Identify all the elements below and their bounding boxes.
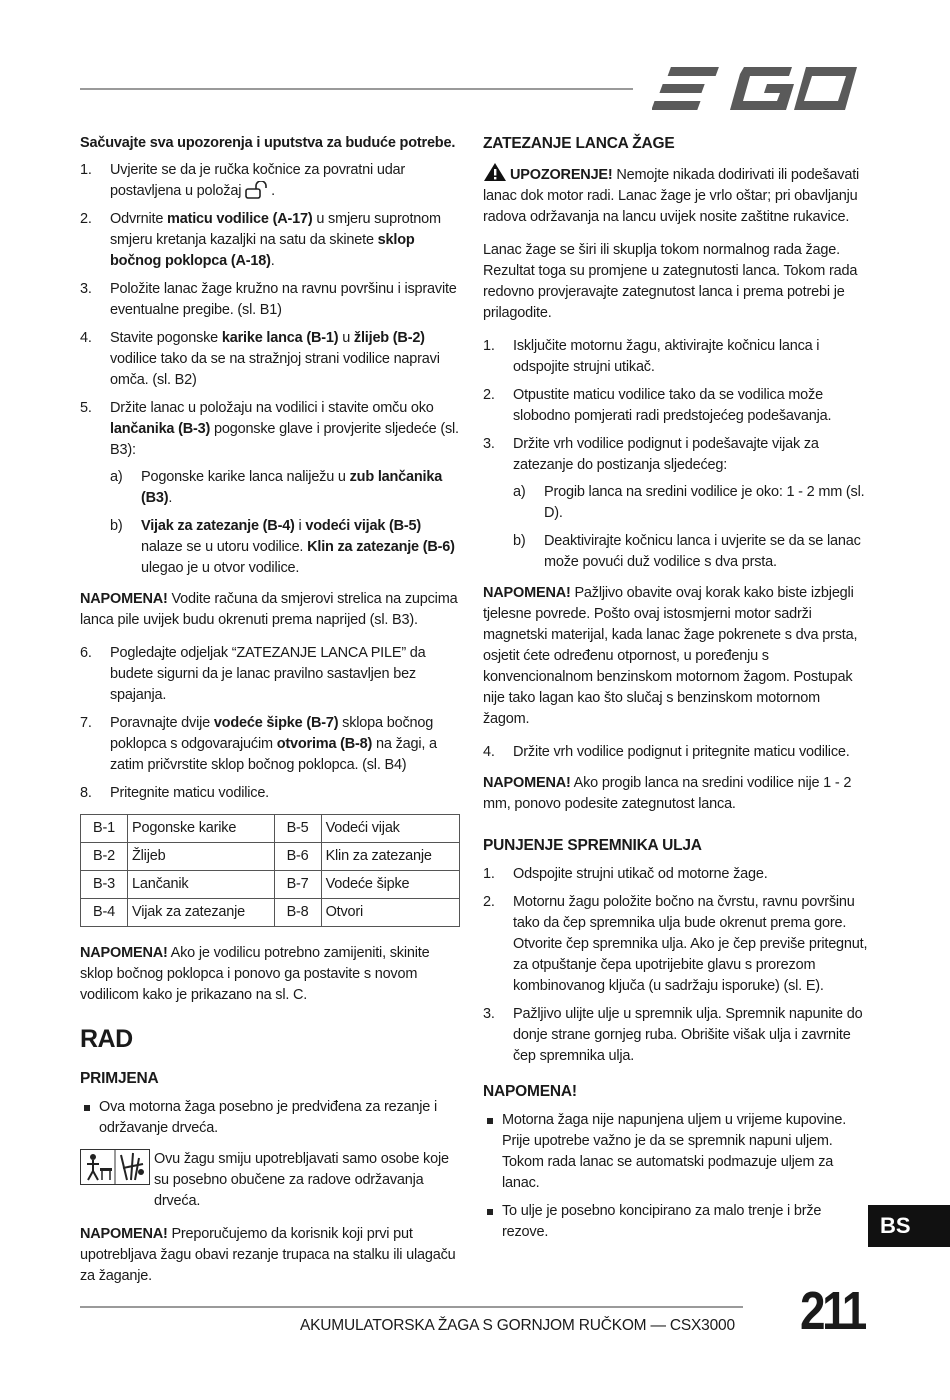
sub-list-item — [110, 467, 462, 509]
section-title-rad: RAD — [80, 1025, 133, 1053]
sub-item-letter: a) — [513, 484, 526, 500]
text: Držite lanac u položaju na vodilici i stavite omču oko — [110, 400, 434, 416]
note-careful: NAPOMENA! Pažljivo obavite ovaj korak kako biste izbjegli tjelesne povrede. Pošto ovaj istosmjerni motor sadrži magnetski materijal, kada lanac žage pokrenete s dva prsta, osjetit ćete određenu otpornost, u poređenju s konvencionalnom benzinskom motornom žagom. Postupak nije tako lagan kao što slučaj s benzinskom motornom žagom. — [483, 585, 858, 727]
note-arrows: NAPOMENA! Vodite računa da smjerovi strelica na zupcima lanca pile uvijek budu okrenuti prema naprijed (sl. B3). — [80, 591, 458, 628]
chain-expands-paragraph: Lanac žage se širi ili skuplja tokom normalnog rada žage. Rezultat toga su promjene u zategnutosti lanca. Tokom rada redovno provjeravajte zategnutost lanca i prema potrebi je prilagodite. — [483, 242, 858, 321]
part-code-cell: B-7 — [274, 871, 321, 899]
bullet-item: Motorna žaga nije napunjena uljem u vrijeme kupovine. Prije upotrebe važno je da se spremnik napuni uljem. Tokom rada lanac se automatski podmazuje uljem za lanac. — [483, 1110, 868, 1194]
list-item — [483, 742, 868, 763]
bold-text: vodeće šipke (B-7) — [213, 715, 339, 731]
text: Uvjerite se da je ručka kočnice za povratni udar postavljena u položaj — [110, 162, 406, 199]
item-number: 3. — [80, 281, 92, 297]
bullet-item: Ova motorna žaga posebno je predviđena za rezanje i održavanje drveća. — [80, 1097, 462, 1139]
footer-rule — [80, 1306, 743, 1308]
part-name-cell: Klin za zatezanje — [321, 843, 459, 871]
part-code-cell: B-6 — [274, 843, 321, 871]
item-number: 1. — [80, 162, 92, 178]
sub-item-text: Progib lanca na sredini vodilice je oko: 1 - 2 mm (sl. D). — [544, 484, 865, 521]
table-row — [81, 843, 460, 871]
item-text: Odspojite strujni utikač od motorne žage. — [513, 866, 768, 882]
bold-text: maticu vodilice (A-17) — [167, 211, 313, 227]
bold-text: vodeći vijak (B-5) — [305, 518, 422, 534]
left-column — [80, 133, 462, 1299]
text: Pogledajte odjeljak “ZATEZANJE LANCA PILE” da budete sigurni da je lanac pravilno sastavljen bez spajanja. — [110, 645, 426, 703]
trained-operator-icon — [80, 1149, 150, 1185]
item-text — [110, 713, 462, 776]
part-name-cell: Vodeći vijak — [321, 815, 459, 843]
item-text — [110, 398, 462, 461]
right-column — [483, 133, 868, 1253]
text: sklopa bočnog poklopca s odgovarajućim — [110, 715, 434, 752]
text: ulegao je u otvor vodilice. — [141, 560, 300, 576]
list-item — [80, 783, 462, 804]
list-item — [483, 336, 868, 378]
tension-step-4 — [483, 742, 868, 763]
text: . — [270, 253, 275, 269]
sub-list-item — [513, 531, 868, 573]
list-item — [80, 279, 462, 321]
list-item — [483, 434, 868, 573]
text: nalaze se u utoru vodilice. — [141, 539, 308, 555]
list-item — [80, 643, 462, 706]
item-text — [110, 783, 462, 804]
ego-logo — [652, 64, 862, 114]
text: Položite lanac žage kružno na ravnu površinu i ispravite eventualne pregibe. (sl. B1) — [110, 281, 457, 318]
item-text — [110, 643, 462, 706]
list-item — [483, 385, 868, 427]
list-item — [483, 892, 868, 997]
part-name-cell: Vijak za zatezanje — [128, 899, 275, 927]
sub-item-letter: b) — [110, 518, 123, 534]
item-text — [110, 328, 462, 391]
table-row — [81, 815, 460, 843]
list-item — [80, 209, 462, 272]
sub-item-text: Deaktivirajte kočnicu lanca i uvjerite se da se lanac može povući duž vodilice s dva prsta. — [544, 533, 861, 570]
header-rule — [80, 88, 633, 90]
item-number: 6. — [80, 645, 92, 661]
text: Poravnajte dvije — [110, 715, 214, 731]
part-name-cell: Vodeće šipke — [321, 871, 459, 899]
item-text: Pažljivo ulijte ulje u spremnik ulja. Spremnik napunite do donje strane gornjeg ruba. Obrišite višak ulja i zavrnite čep spremnika ulja. — [513, 1006, 863, 1064]
section-title-oil: PUNJENJE SPREMNIKA ULJA — [483, 837, 702, 854]
text: . — [271, 183, 275, 199]
item-text: Držite vrh vodilice podignut i pritegnite maticu vodilice. — [513, 744, 850, 760]
bullet-item: To ulje je posebno koncipirano za malo trenje i brže rezove. — [483, 1201, 868, 1243]
part-code-cell: B-2 — [81, 843, 128, 871]
bold-text: karike lanca (B-1) — [221, 330, 339, 346]
item-number: 1. — [483, 866, 495, 882]
item-number: 5. — [80, 400, 92, 416]
item-text: Isključite motornu žagu, aktivirajte kočnicu lanca i odspojite strujni utikač. — [513, 338, 820, 375]
item-text: Motornu žagu položite bočno na čvrstu, ravnu površinu tako da čep spremnika ulja bude okrenut prema gore. Otvorite čep spremnika ulja. Ako je čep previše pritegnut, za otpuštanje čepa upotrijebite glavu s prorezom kombinovanog ključa (u sadržaju isporuke) (sl. E). — [513, 894, 868, 994]
operator-row — [80, 1149, 462, 1212]
part-name-cell: Lančanik — [128, 871, 275, 899]
note-first-user: NAPOMENA! Preporučujemo da korisnik koji prvi put upotrebljava žagu obavi rezanje trupaca na stalku ili ulagaču za žaganje. — [80, 1226, 456, 1284]
text: u smjeru suprotnom smjeru kretanja kazaljki na satu da skinete — [110, 211, 441, 248]
note-sag: NAPOMENA! Ako progib lanca na sredini vodilice nije 1 - 2 mm, ponovo podesite zategnutost lanca. — [483, 775, 852, 812]
item-number: 7. — [80, 715, 92, 731]
table-row — [81, 899, 460, 927]
item-text: Otpustite maticu vodilice tako da se vodilica može slobodno pomjerati radi predstojećeg podešavanja. — [513, 387, 832, 424]
part-name-cell: Žlijeb — [128, 843, 275, 871]
sub-item-letter: b) — [513, 533, 526, 549]
footer-title: AKUMULATORSKA ŽAGA S GORNJOM RUČKOM — CSX3000 — [300, 1317, 735, 1334]
text: i — [294, 518, 306, 534]
operator-text: Ovu žagu smiju upotrebljavati samo osobe koje su posebno obučene za radove održavanja drveća. — [154, 1151, 449, 1209]
text: Odvrnite — [110, 211, 168, 227]
intro-heading: Sačuvajte sva upozorenja i uputstva za buduće potrebe. — [80, 135, 456, 151]
item-text: Držite vrh vodilice podignut i podešavajte vijak za zatezanje do postizanja sljedećeg: — [513, 436, 819, 473]
assembly-steps — [80, 160, 462, 579]
primjena-list — [80, 1097, 462, 1139]
item-number: 2. — [80, 211, 92, 227]
item-number: 4. — [80, 330, 92, 346]
parts-reference-table — [80, 814, 460, 927]
oil-notes-list — [483, 1110, 868, 1243]
page-number: 211 — [800, 1281, 864, 1341]
item-number: 2. — [483, 387, 495, 403]
sub-list — [110, 467, 462, 579]
text: u — [338, 330, 354, 346]
sub-list-item — [513, 482, 868, 524]
sub-list — [513, 482, 868, 573]
bold-text: otvorima (B-8) — [276, 736, 373, 752]
bold-text: zub lančanika (B3) — [141, 469, 443, 506]
part-name-cell: Otvori — [321, 899, 459, 927]
item-text — [110, 279, 462, 321]
text: Pritegnite maticu vodilice. — [110, 785, 270, 801]
item-number: 1. — [483, 338, 495, 354]
part-code-cell: B-8 — [274, 899, 321, 927]
item-number: 2. — [483, 894, 495, 910]
part-code-cell: B-3 — [81, 871, 128, 899]
bold-text: Vijak za zatezanje (B-4) — [141, 518, 295, 534]
language-tab: BS — [868, 1205, 950, 1247]
assembly-steps-continued — [80, 643, 462, 804]
list-item — [80, 160, 462, 202]
bold-text: lančanika (B-3) — [110, 421, 211, 437]
part-code-cell: B-4 — [81, 899, 128, 927]
note-oil-title: NAPOMENA! — [483, 1083, 577, 1100]
item-text — [110, 209, 462, 272]
item-text — [110, 160, 462, 202]
oil-steps — [483, 864, 868, 1067]
sub-list-item — [110, 516, 462, 579]
bold-text: žlijeb (B-2) — [353, 330, 425, 346]
tension-steps — [483, 336, 868, 573]
brake-unlocked-icon — [245, 181, 271, 199]
item-number: 3. — [483, 436, 495, 452]
list-item — [80, 713, 462, 776]
list-item — [80, 398, 462, 579]
text: Pogonske karike lanca naliježu u — [141, 469, 350, 485]
part-code-cell: B-5 — [274, 815, 321, 843]
list-item — [80, 328, 462, 391]
text: vodilice tako da se na stražnjoj strani vodilice napravi omča. (sl. B2) — [110, 351, 440, 388]
sub-item-text — [141, 467, 462, 509]
section-title-chain-tension: ZATEZANJE LANCA ŽAGE — [483, 135, 675, 152]
item-number: 4. — [483, 744, 495, 760]
list-item — [483, 864, 868, 885]
text: na žagi, a zatim pričvrstite sklop bočnog poklopca. (sl. B4) — [110, 736, 437, 773]
bold-text: sklop bočnog poklopca (A-18) — [110, 232, 415, 269]
subsection-title-primjena: PRIMJENA — [80, 1070, 159, 1087]
part-code-cell: B-1 — [81, 815, 128, 843]
sub-item-letter: a) — [110, 469, 123, 485]
item-number: 8. — [80, 785, 92, 801]
note-replace-bar: NAPOMENA! Ako je vodilicu potrebno zamijeniti, skinite sklop bočnog poklopca i ponovo ga postavite s novom vodilicom kako je prikazano na sl. C. — [80, 945, 430, 1003]
text: . — [168, 490, 173, 506]
list-item — [483, 1004, 868, 1067]
item-number: 3. — [483, 1006, 495, 1022]
table-row — [81, 871, 460, 899]
part-name-cell: Pogonske karike — [128, 815, 275, 843]
warning-block: UPOZORENJE! Nemojte nikada dodirivati ili podešavati lanac dok motor radi. Lanac žage je vrlo oštar; pri obavljanju radova održavanja na lancu uvijek nosite zaštitne rukavice. — [483, 162, 868, 228]
sub-item-text — [141, 516, 462, 579]
text: Stavite pogonske — [110, 330, 222, 346]
warning-triangle-icon — [483, 162, 507, 182]
text: pogonske glave i provjerite sljedeće (sl. B3): — [110, 421, 459, 458]
bold-text: Klin za zatezanje (B-6) — [307, 539, 455, 555]
